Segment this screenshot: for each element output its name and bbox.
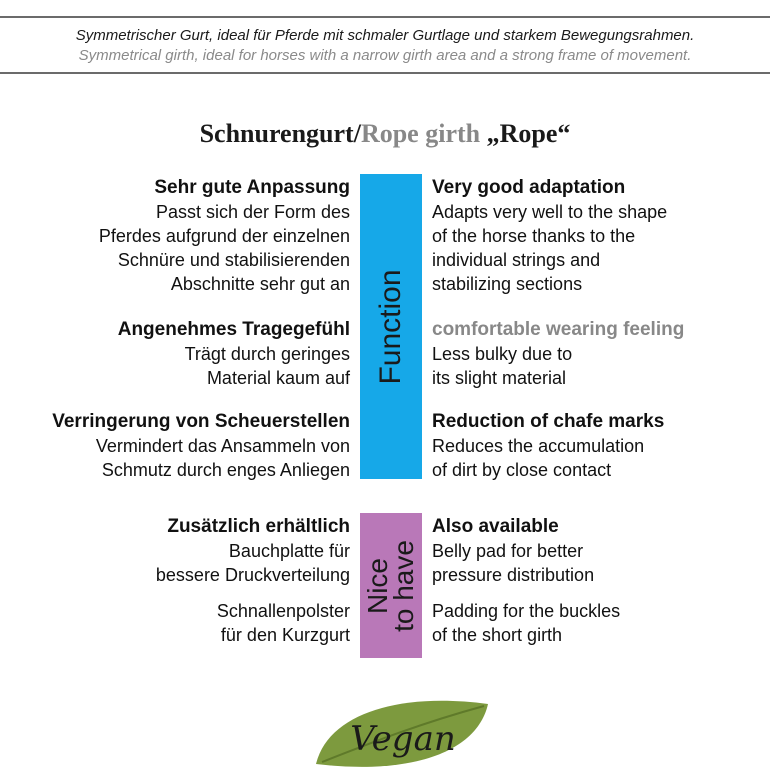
feature-right-2 xyxy=(432,318,684,390)
feature-heading: comfortable wearing feeling xyxy=(432,319,685,340)
feature-text: Passt sich der Form des Pferdes aufgrund der einzelnen Schnüre und stabilisierenden Abschnitte sehr gut an xyxy=(98,202,350,294)
accessory-text-1: Belly pad for better pressure distribution xyxy=(432,541,595,585)
feature-right-1 xyxy=(432,176,667,296)
feature-heading: Verringerung von Scheuerstellen xyxy=(52,411,350,432)
function-label: Function xyxy=(374,268,407,385)
title-english: Rope girth xyxy=(360,119,481,148)
intro-german: Symmetrischer Gurt, ideal für Pferde mit schmaler Gurtlage und starkem Bewegungsrahmen. xyxy=(75,27,695,44)
feature-left-2 xyxy=(118,318,350,390)
feature-text: Less bulky due to its slight material xyxy=(432,344,573,388)
feature-right-3 xyxy=(432,410,664,482)
feature-heading: Reduction of chafe marks xyxy=(432,411,665,432)
intro-english: Symmetrical girth, ideal for horses with a narrow girth area and a strong frame of movement. xyxy=(78,47,692,64)
accessory-text-2: Schnallenpolster für den Kurzgurt xyxy=(216,601,350,645)
feature-text: Vermindert das Ansammeln von Schmutz durch enges Anliegen xyxy=(95,436,350,480)
feature-heading: Sehr gute Anpassung xyxy=(154,177,350,198)
nice-label-line1: Nice xyxy=(362,557,393,614)
title-product-name: „Rope“ xyxy=(480,119,571,148)
function-bar xyxy=(360,174,422,479)
accessory-heading: Zusätzlich erhältlich xyxy=(167,516,350,537)
nice-to-have-bar xyxy=(360,513,422,658)
accessory-heading: Also available xyxy=(432,516,559,537)
vegan-text: Vegan xyxy=(350,719,456,759)
accessory-right xyxy=(432,515,620,647)
vegan-leaf-logo xyxy=(308,694,498,770)
accessory-text-2: Padding for the buckles of the short girth xyxy=(432,601,621,645)
feature-heading: Angenehmes Tragegefühl xyxy=(117,319,350,340)
accessory-text-1: Bauchplatte für bessere Druckverteilung xyxy=(155,541,350,585)
feature-text: Adapts very well to the shape of the horse thanks to the individual strings and stabilizing sections xyxy=(432,202,668,294)
feature-left-1 xyxy=(99,176,350,296)
accessory-left xyxy=(156,515,350,647)
bottom-rule xyxy=(0,72,770,74)
feature-left-3 xyxy=(52,410,350,482)
feature-heading: Very good adaptation xyxy=(432,177,626,198)
feature-text: Reduces the accumulation of dirt by close contact xyxy=(432,436,645,480)
feature-text: Trägt durch geringes Material kaum auf xyxy=(184,344,350,388)
nice-to-have-label xyxy=(362,539,419,632)
title-german: Schnurengurt/ xyxy=(199,119,361,148)
top-rule xyxy=(0,16,770,18)
nice-label-line2: to have xyxy=(388,539,419,632)
page-title xyxy=(0,118,770,150)
